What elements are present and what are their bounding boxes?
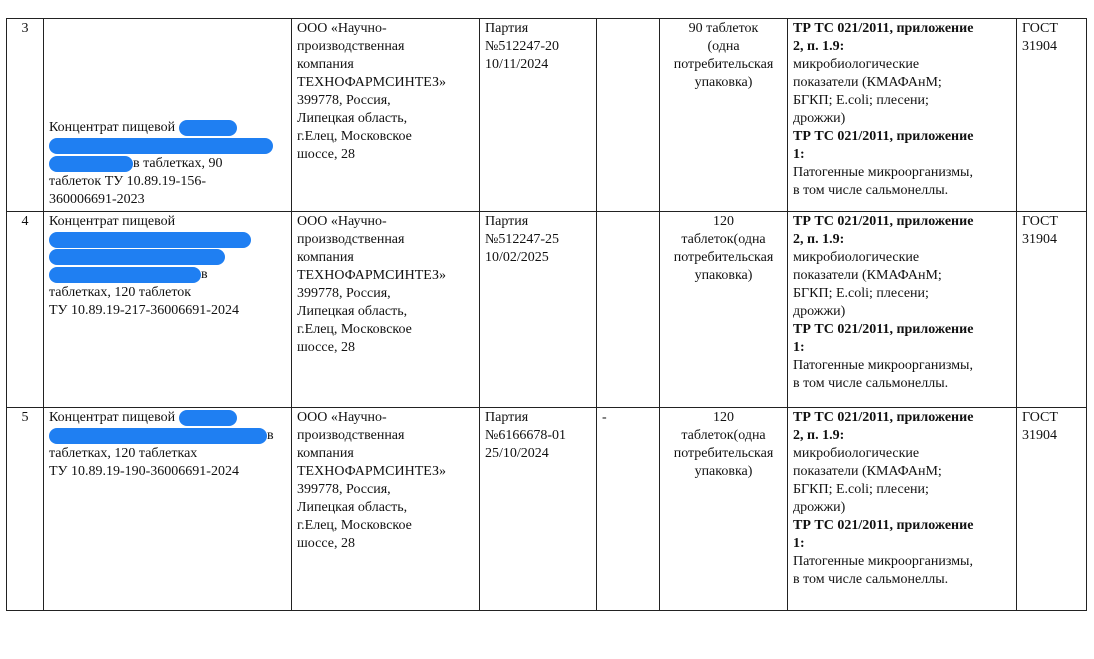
requirements-cell [788,19,1017,212]
empty-cell [597,212,660,408]
requirement-text: дрожжи) [793,304,846,319]
product-name-suffix: в [201,267,208,282]
manufacturer-line: компания [297,446,354,461]
requirement-text: в том числе сальмонеллы. [793,376,949,391]
quantity-line: 90 таблеток [688,21,759,36]
requirement-text: показатели (КМАФАнМ; [793,268,942,283]
standard-cell [1017,19,1087,212]
quantity-cell [660,19,788,212]
batch-number: №512247-25 [485,232,560,247]
product-spec-line: таблетках, 120 таблетках [49,446,198,461]
batch-date: 10/11/2024 [485,57,549,72]
requirement-text: в том числе сальмонеллы. [793,572,949,587]
quantity-cell [660,212,788,408]
batch-label: Партия [485,214,529,229]
regulation-heading: ТР ТС 021/2011, приложение [793,518,974,533]
regulation-heading: 1: [793,340,805,355]
regulation-heading: 2, п. 1.9: [793,428,845,443]
requirement-text: Патогенные микроорганизмы, [793,358,973,373]
manufacturer-line: ООО «Научно- [297,21,387,36]
manufacturer-line: шоссе, 28 [297,536,355,551]
standard-number: 31904 [1022,428,1057,443]
quantity-line: упаковка) [694,268,753,283]
product-spec-line: ТУ 10.89.19-190-36006691-2024 [49,464,239,479]
regulation-heading: ТР ТС 021/2011, приложение [793,322,974,337]
batch-number: №512247-20 [485,39,560,54]
requirements-cell [788,212,1017,408]
regulation-heading: ТР ТС 021/2011, приложение [793,129,974,144]
redaction-mark [49,156,133,172]
requirement-text: показатели (КМАФАнМ; [793,464,942,479]
regulation-heading: ТР ТС 021/2011, приложение [793,410,974,425]
requirement-text: микробиологические [793,57,920,72]
requirement-text: БГКП; E.coli; плесени; [793,286,929,301]
batch-number: №6166678-01 [485,428,567,443]
product-name-prefix: Концентрат пищевой [49,410,176,425]
product-name-suffix: в таблетках, 90 [133,156,223,171]
product-name-suffix: в [267,428,274,443]
redaction-mark [49,232,251,248]
standard-label: ГОСТ [1022,214,1058,229]
quantity-cell [660,408,788,611]
manufacturer-line: 399778, Россия, [297,482,391,497]
dash-cell: - [597,408,660,611]
manufacturer-line: ТЕХНОФАРМСИНТЕЗ» [297,268,446,283]
batch-label: Партия [485,410,529,425]
product-cell [44,408,292,611]
manufacturer-line: Липецкая область, [297,500,408,515]
regulation-heading: 1: [793,536,805,551]
quantity-line: потребительская [673,57,774,72]
requirement-text: микробиологические [793,446,920,461]
empty-cell [597,19,660,212]
requirement-text: в том числе сальмонеллы. [793,183,949,198]
manufacturer-cell [292,212,480,408]
manufacturer-line: ООО «Научно- [297,214,387,229]
redaction-mark [179,410,237,426]
batch-cell [480,19,597,212]
manufacturer-cell [292,408,480,611]
standard-label: ГОСТ [1022,410,1058,425]
product-spec-line: 360006691-2023 [49,192,145,207]
regulation-heading: 2, п. 1.9: [793,39,845,54]
manufacturer-line: г.Елец, Московское [297,322,412,337]
product-name-prefix: Концентрат пищевой [49,214,176,229]
manufacturer-line: ТЕХНОФАРМСИНТЕЗ» [297,464,446,479]
batch-date: 10/02/2025 [485,250,549,265]
quantity-line: упаковка) [694,464,753,479]
product-name-prefix: Концентрат пищевой [49,120,176,135]
quantity-line: 120 [713,214,734,229]
product-spec-line: ТУ 10.89.19-217-36006691-2024 [49,303,239,318]
requirement-text: дрожжи) [793,500,846,515]
requirement-text: БГКП; E.coli; плесени; [793,93,929,108]
standard-cell [1017,212,1087,408]
quantity-line: (одна [707,39,740,54]
redaction-mark [49,267,201,283]
row-number: 3 [7,19,44,212]
manufacturer-line: 399778, Россия, [297,286,391,301]
quantity-line: упаковка) [694,75,753,90]
requirement-text: показатели (КМАФАнМ; [793,75,942,90]
row-number: 4 [7,212,44,408]
manufacturer-line: г.Елец, Московское [297,129,412,144]
manufacturer-line: компания [297,250,354,265]
manufacturer-line: ТЕХНОФАРМСИНТЕЗ» [297,75,446,90]
requirement-text: БГКП; E.coli; плесени; [793,482,929,497]
regulation-heading: ТР ТС 021/2011, приложение [793,214,974,229]
quantity-line: потребительская [673,250,774,265]
product-cell [44,212,292,408]
redaction-mark [49,138,273,154]
batch-cell [480,408,597,611]
manufacturer-line: Липецкая область, [297,304,408,319]
requirement-text: микробиологические [793,250,920,265]
standard-cell [1017,408,1087,611]
quantity-line: потребительская [673,446,774,461]
manufacturer-line: 399778, Россия, [297,93,391,108]
manufacturer-line: производственная [297,428,405,443]
manufacturer-cell [292,19,480,212]
requirements-cell [788,408,1017,611]
table-row [7,408,1087,611]
manufacturer-line: ООО «Научно- [297,410,387,425]
manufacturer-line: производственная [297,232,405,247]
standard-label: ГОСТ [1022,21,1058,36]
regulation-heading: 2, п. 1.9: [793,232,845,247]
redaction-mark [179,120,237,136]
standard-number: 31904 [1022,232,1057,247]
product-cell [44,19,292,212]
requirement-text: дрожжи) [793,111,846,126]
requirement-text: Патогенные микроорганизмы, [793,554,973,569]
batch-label: Партия [485,21,529,36]
product-spec-line: таблетках, 120 таблеток [49,285,192,300]
manufacturer-line: шоссе, 28 [297,340,355,355]
manufacturer-line: шоссе, 28 [297,147,355,162]
manufacturer-line: производственная [297,39,405,54]
redaction-mark [49,428,267,444]
redaction-mark [49,249,225,265]
quantity-line: 120 [713,410,734,425]
regulation-heading: ТР ТС 021/2011, приложение [793,21,974,36]
batch-cell [480,212,597,408]
quantity-line: таблеток(одна [681,428,766,443]
batch-date: 25/10/2024 [485,446,549,461]
manufacturer-line: г.Елец, Московское [297,518,412,533]
table-row [7,212,1087,408]
manufacturer-line: компания [297,57,354,72]
manufacturer-line: Липецкая область, [297,111,408,126]
product-spec-line: таблеток ТУ 10.89.19-156- [49,174,207,189]
products-table [6,18,1087,611]
requirement-text: Патогенные микроорганизмы, [793,165,973,180]
table-row [7,19,1087,212]
standard-number: 31904 [1022,39,1057,54]
quantity-line: таблеток(одна [681,232,766,247]
regulation-heading: 1: [793,147,805,162]
row-number: 5 [7,408,44,611]
